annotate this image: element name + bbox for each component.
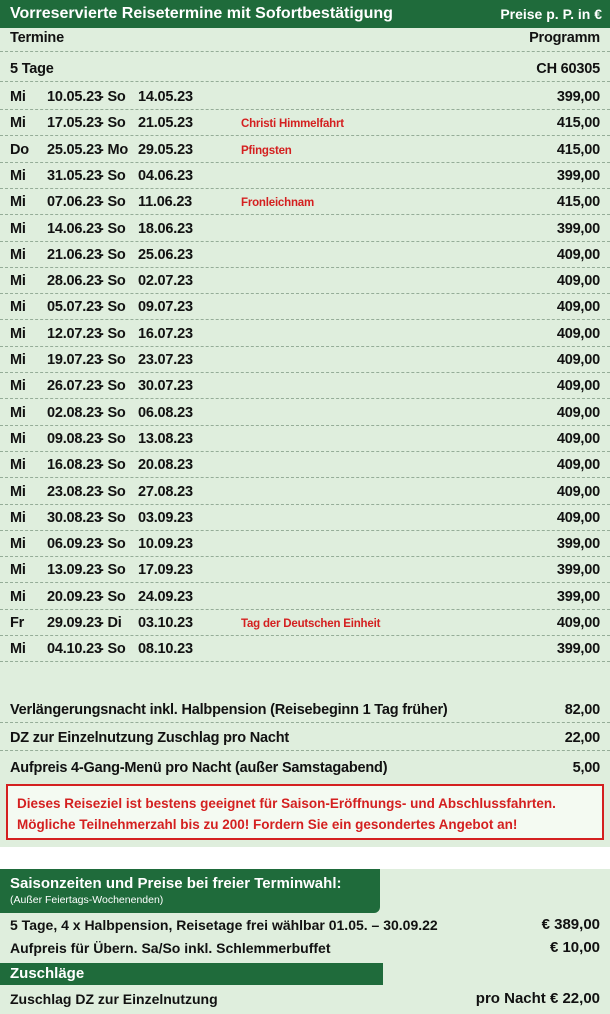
extra-price: 22,00	[564, 730, 600, 746]
date-row	[0, 268, 610, 294]
weekday-start: Mi	[10, 194, 26, 211]
weekday-start: Mi	[10, 325, 26, 342]
start-date: 07.06.23	[47, 194, 102, 211]
weekday-start: Mi	[10, 641, 26, 658]
date-row	[0, 189, 610, 215]
holiday-note: Tag der Deutschen Einheit	[241, 618, 381, 630]
end-date: 23.07.23	[138, 352, 193, 368]
date-row	[0, 636, 610, 662]
package-code: CH 60305	[536, 61, 600, 77]
season-title: Saisonzeiten und Preise bei freier Terminwahl:	[10, 875, 342, 892]
weekday-end: - So	[99, 588, 126, 605]
date-price: 399,00	[556, 167, 600, 184]
date-row	[0, 452, 610, 478]
weekday-start: Mi	[10, 404, 26, 421]
weekday-end: - So	[99, 457, 126, 474]
start-date: 21.06.23	[47, 246, 102, 263]
date-price: 409,00	[556, 352, 600, 368]
date-price: 409,00	[556, 273, 600, 290]
end-date: 04.06.23	[138, 167, 193, 184]
start-date: 16.08.23	[47, 457, 102, 474]
package-label: 5 Tage	[10, 61, 54, 77]
end-date: 16.07.23	[138, 325, 193, 342]
weekday-start: Do	[10, 141, 29, 158]
weekday-end: - So	[99, 378, 126, 395]
date-price: 409,00	[556, 615, 600, 631]
date-price: 399,00	[556, 588, 600, 605]
end-date: 09.07.23	[138, 299, 193, 316]
surcharge-price: pro Nacht € 22,00	[475, 990, 600, 1007]
start-date: 30.08.23	[47, 509, 102, 526]
start-date: 17.05.23	[47, 115, 102, 132]
extra-label: DZ zur Einzelnutzung Zuschlag pro Nacht	[10, 730, 289, 746]
start-date: 06.09.23	[47, 536, 102, 553]
weekday-end: - So	[99, 536, 126, 553]
date-price: 399,00	[556, 641, 600, 658]
weekday-start: Mi	[10, 457, 26, 474]
extra-price: 5,00	[572, 760, 600, 776]
notice-line: Dieses Reiseziel ist bestens geeignet für Saison-Eröffnungs- und Abschlussfahrten.	[17, 796, 556, 811]
end-date: 27.08.23	[138, 483, 193, 500]
extra-row	[0, 697, 610, 723]
end-date: 25.06.23	[138, 246, 193, 263]
weekday-end: - So	[99, 194, 126, 211]
weekday-end: - So	[99, 509, 126, 526]
date-row	[0, 479, 610, 505]
start-date: 23.08.23	[47, 483, 102, 500]
end-date: 03.10.23	[138, 615, 193, 631]
date-row	[0, 557, 610, 583]
date-price: 399,00	[556, 89, 600, 105]
weekday-start: Mi	[10, 273, 26, 290]
season-subtitle: (Außer Feiertags-Wochenenden)	[10, 894, 164, 906]
start-date: 20.09.23	[47, 588, 102, 605]
date-price: 415,00	[556, 194, 600, 211]
season-row-label: Aufpreis für Übern. Sa/So inkl. Schlemmerbuffet	[10, 940, 331, 956]
weekday-end: - So	[99, 325, 126, 342]
weekday-end: - So	[99, 299, 126, 316]
weekday-end: - So	[99, 115, 126, 132]
start-date: 12.07.23	[47, 325, 102, 342]
start-date: 09.08.23	[47, 430, 102, 447]
holiday-note: Fronleichnam	[241, 197, 315, 210]
weekday-start: Mi	[10, 509, 26, 526]
column-programm: Programm	[529, 30, 600, 46]
weekday-start: Mi	[10, 352, 26, 368]
end-date: 10.09.23	[138, 536, 193, 553]
holiday-note: Christi Himmelfahrt	[241, 118, 344, 131]
start-date: 14.06.23	[47, 220, 102, 237]
date-price: 409,00	[556, 299, 600, 316]
weekday-start: Mi	[10, 562, 26, 579]
start-date: 02.08.23	[47, 404, 102, 421]
surcharge-label: Zuschlag DZ zur Einzelnutzung	[10, 991, 218, 1007]
weekday-start: Mi	[10, 536, 26, 553]
column-termine: Termine	[10, 30, 64, 46]
date-row	[0, 294, 610, 320]
start-date: 05.07.23	[47, 299, 102, 316]
date-row	[0, 321, 610, 347]
weekday-start: Mi	[10, 299, 26, 316]
date-price: 409,00	[556, 404, 600, 421]
date-price: 415,00	[556, 141, 600, 158]
date-row	[0, 216, 610, 242]
start-date: 31.05.23	[47, 167, 102, 184]
extra-price: 82,00	[564, 702, 600, 718]
date-price: 399,00	[556, 220, 600, 237]
date-price: 409,00	[556, 509, 600, 526]
date-row	[0, 610, 610, 636]
weekday-start: Mi	[10, 115, 26, 132]
weekday-end: - Di	[99, 615, 122, 631]
date-price: 399,00	[556, 562, 600, 579]
extra-row	[0, 755, 610, 781]
season-row-label: 5 Tage, 4 x Halbpension, Reisetage frei wählbar 01.05. – 30.09.22	[10, 917, 438, 933]
start-date: 04.10.23	[47, 641, 102, 658]
weekday-start: Mi	[10, 430, 26, 447]
date-price: 409,00	[556, 246, 600, 263]
season-row-price: € 389,00	[541, 916, 600, 933]
weekday-end: - So	[99, 246, 126, 263]
date-row	[0, 400, 610, 426]
date-row	[0, 110, 610, 136]
start-date: 19.07.23	[47, 352, 102, 368]
end-date: 21.05.23	[138, 115, 193, 132]
notice-box	[6, 784, 604, 840]
end-date: 08.10.23	[138, 641, 193, 658]
holiday-note: Pfingsten	[241, 144, 292, 157]
date-price: 409,00	[556, 378, 600, 395]
weekday-end: - So	[99, 167, 126, 184]
weekday-end: - So	[99, 89, 126, 105]
weekday-start: Mi	[10, 588, 26, 605]
weekday-start: Mi	[10, 89, 26, 105]
date-price: 409,00	[556, 483, 600, 500]
end-date: 11.06.23	[138, 194, 193, 211]
date-row	[0, 84, 610, 110]
date-row	[0, 137, 610, 163]
date-row	[0, 531, 610, 557]
start-date: 28.06.23	[47, 273, 102, 290]
date-price: 399,00	[556, 536, 600, 553]
end-date: 14.05.23	[138, 89, 193, 105]
weekday-start: Mi	[10, 246, 26, 263]
extra-label: Verlängerungsnacht inkl. Halbpension (Reisebeginn 1 Tag früher)	[10, 702, 448, 718]
table-header	[0, 0, 610, 28]
weekday-end: - Mo	[99, 141, 128, 158]
date-row	[0, 347, 610, 373]
weekday-start: Mi	[10, 378, 26, 395]
date-row	[0, 373, 610, 399]
end-date: 02.07.23	[138, 273, 193, 290]
weekday-start: Fr	[10, 615, 25, 631]
table-title: Vorreservierte Reisetermine mit Sofortbestätigung	[10, 5, 393, 22]
weekday-end: - So	[99, 641, 126, 658]
date-price: 409,00	[556, 457, 600, 474]
extra-row	[0, 725, 610, 751]
package-row	[0, 56, 610, 82]
start-date: 10.05.23	[47, 89, 102, 105]
weekday-end: - So	[99, 352, 126, 368]
extra-label: Aufpreis 4-Gang-Menü pro Nacht (außer Samstagabend)	[10, 760, 388, 776]
weekday-end: - So	[99, 404, 126, 421]
season-tab	[0, 869, 380, 913]
start-date: 26.07.23	[47, 378, 102, 395]
date-price: 409,00	[556, 325, 600, 342]
start-date: 25.05.23	[47, 141, 102, 158]
end-date: 30.07.23	[138, 378, 193, 395]
date-row	[0, 505, 610, 531]
weekday-end: - So	[99, 430, 126, 447]
weekday-end: - So	[99, 273, 126, 290]
date-row	[0, 426, 610, 452]
end-date: 24.09.23	[138, 588, 193, 605]
end-date: 17.09.23	[138, 562, 193, 579]
weekday-end: - So	[99, 562, 126, 579]
surcharge-tab: Zuschläge	[0, 963, 383, 985]
end-date: 20.08.23	[138, 457, 193, 474]
weekday-start: Mi	[10, 220, 26, 237]
weekday-start: Mi	[10, 167, 26, 184]
start-date: 13.09.23	[47, 562, 102, 579]
date-price: 415,00	[556, 115, 600, 132]
end-date: 03.09.23	[138, 509, 193, 526]
end-date: 13.08.23	[138, 430, 193, 447]
start-date: 29.09.23	[47, 615, 102, 631]
date-row	[0, 584, 610, 610]
date-row	[0, 163, 610, 189]
date-price: 409,00	[556, 430, 600, 447]
end-date: 06.08.23	[138, 404, 193, 421]
season-row-price: € 10,00	[549, 939, 600, 956]
weekday-end: - So	[99, 483, 126, 500]
end-date: 29.05.23	[138, 141, 193, 158]
price-note: Preise p. P. in €	[500, 6, 602, 22]
weekday-end: - So	[99, 220, 126, 237]
weekday-start: Mi	[10, 483, 26, 500]
date-row	[0, 242, 610, 268]
end-date: 18.06.23	[138, 220, 193, 237]
column-header-row	[0, 28, 610, 52]
notice-line: Mögliche Teilnehmerzahl bis zu 200! Fordern Sie ein gesondertes Angebot an!	[17, 817, 518, 832]
